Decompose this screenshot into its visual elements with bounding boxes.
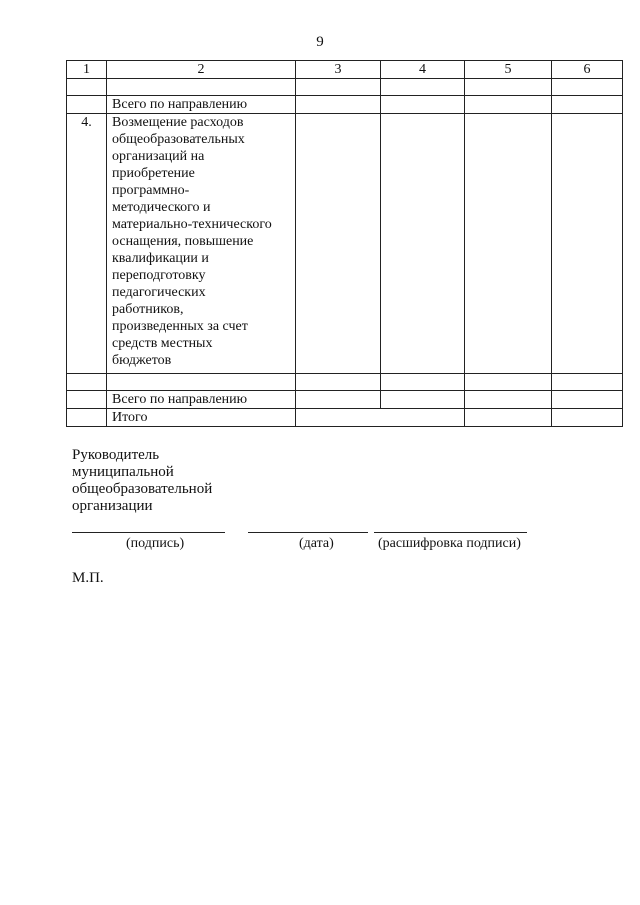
table-cell [552,409,623,427]
table-cell [67,79,107,96]
table-cell [381,96,465,114]
table-row-direction-total [67,391,623,409]
table-cell [296,374,381,391]
stamp-place-label: М.П. [72,570,104,586]
column-header-4: 4 [381,61,465,79]
date-caption: (дата) [299,536,334,551]
table-cell [465,114,552,374]
table-cell [552,79,623,96]
table-cell [67,409,107,427]
table-cell [552,391,623,409]
table-cell [465,79,552,96]
report-table [66,60,623,427]
table-cell [67,391,107,409]
column-header-5: 5 [465,61,552,79]
table-row-empty [67,374,623,391]
direction-total-label: Всего по направлению [107,96,296,114]
column-header-3: 3 [296,61,381,79]
column-header-6: 6 [552,61,623,79]
decoding-caption: (расшифровка подписи) [378,536,521,551]
decoding-line [374,532,527,533]
table-cell [381,391,465,409]
table-cell [107,374,296,391]
table-cell [67,96,107,114]
table-cell [465,374,552,391]
table-cell [381,374,465,391]
table-cell [296,391,381,409]
table-row-grand-total [67,409,623,427]
table-cell [67,374,107,391]
table-cell [296,114,381,374]
table-cell [296,409,465,427]
signature-line [72,532,225,533]
table-cell [296,79,381,96]
grand-total-label: Итого [107,409,296,427]
table-row-direction-total [67,96,623,114]
row-number: 4. [67,114,107,374]
date-line [248,532,368,533]
table-cell [465,409,552,427]
table-cell [465,96,552,114]
table-cell [552,96,623,114]
table-header-row [67,61,623,79]
table-cell [552,114,623,374]
row-description: Возмещение расходов общеобразовательных организаций на приобретение программно- методического и материально-технического оснащения, повышение квалификации и переподготовку педагогических работников, произведенных за счет средств местных бюджетов [107,114,296,374]
column-header-2: 2 [107,61,296,79]
table-cell [552,374,623,391]
table-cell [381,79,465,96]
signatory-position: Руководитель муниципальной общеобразовательной организации [72,447,213,514]
table-row-item-4 [67,114,623,374]
page-number: 9 [316,34,324,50]
table-cell [465,391,552,409]
table-row-empty [67,79,623,96]
table-cell [381,114,465,374]
column-header-1: 1 [67,61,107,79]
direction-total-label: Всего по направлению [107,391,296,409]
table-cell [107,79,296,96]
table-cell [296,96,381,114]
signature-caption: (подпись) [126,536,185,551]
